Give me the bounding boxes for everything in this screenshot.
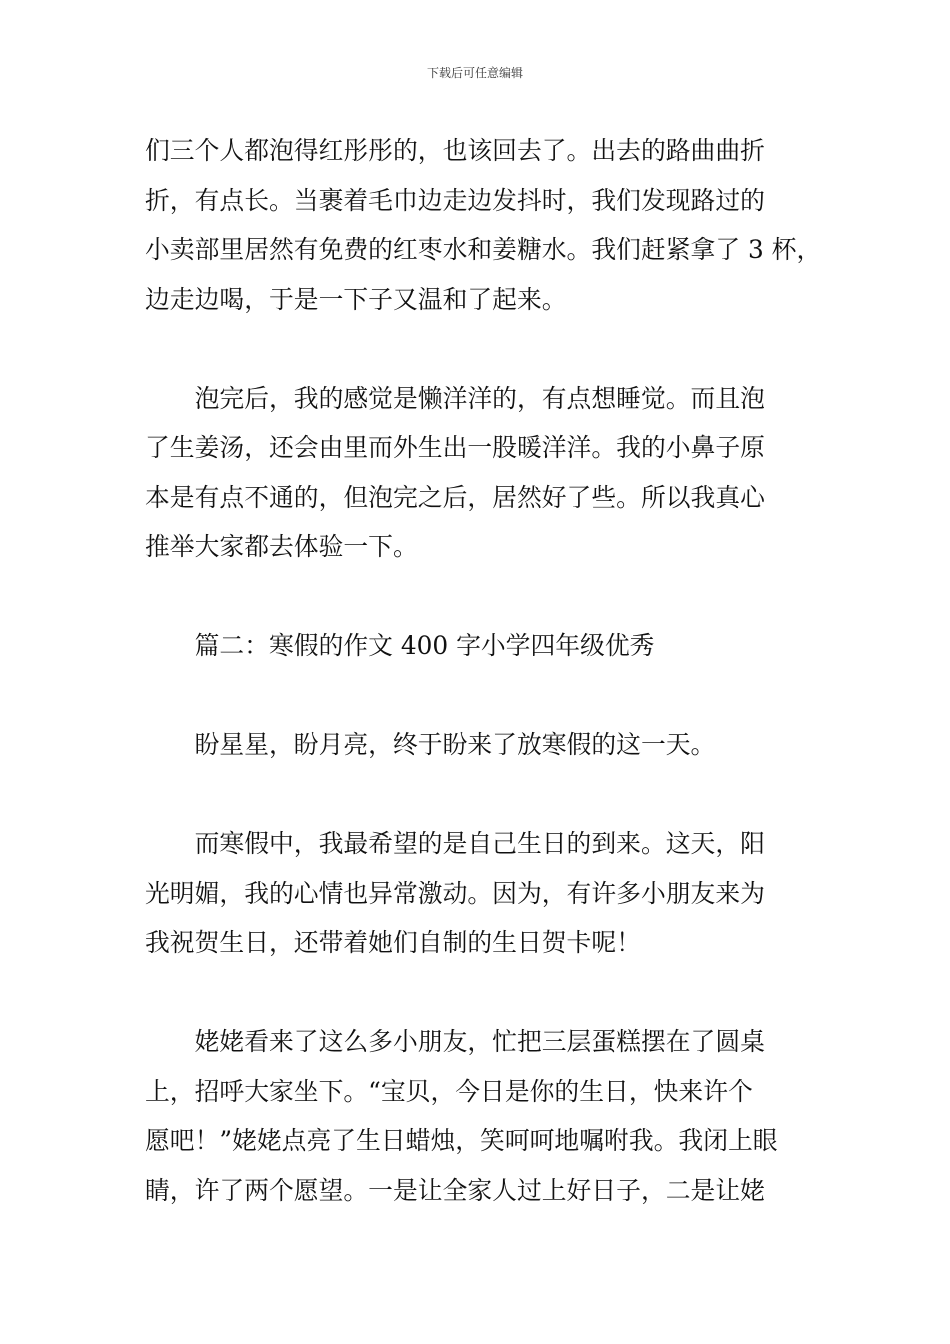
text-line: 愿吧！”姥姥点亮了生日蜡烛，笑呵呵地嘱咐我。我闭上眼 xyxy=(145,1126,778,1155)
page-header: 下载后可任意编辑 xyxy=(426,66,523,80)
paragraph-spacer xyxy=(145,572,810,622)
text-line: 而寒假中，我最希望的是自己生日的到来。这天，阳 xyxy=(145,829,765,858)
text-line: 了生姜汤，还会由里而外生出一股暖洋洋。我的小鼻子原 xyxy=(145,433,765,462)
text-line: 边走边喝，于是一下子又温和了起来。 xyxy=(145,284,567,314)
text-line: 泡完后，我的感觉是懒洋洋的，有点想睡觉。而且泡 xyxy=(145,383,765,413)
text-line: 盼星星，盼月亮，终于盼来了放寒假的这一天。 xyxy=(145,730,716,759)
text-line: 小卖部里居然有免费的红枣水和姜糖水。我们赶紧拿了 3 杯， xyxy=(145,235,822,264)
text-line: 我祝贺生日，还带着她们自制的生日贺卡呢！ xyxy=(145,928,641,957)
paragraph-5 xyxy=(145,1017,810,1215)
document-body xyxy=(145,126,822,1215)
text-line: 推举大家都去体验一下。 xyxy=(145,532,418,561)
text-line: 上，招呼大家坐下。“宝贝，今日是你的生日，快来许个 xyxy=(145,1076,753,1106)
paragraph-spacer xyxy=(145,770,810,820)
paragraph-spacer xyxy=(145,968,810,1018)
paragraph-spacer xyxy=(145,324,810,374)
paragraph-3 xyxy=(145,720,810,770)
text-line: 们三个人都泡得红彤彤的，也该回去了。出去的路曲曲折 xyxy=(145,136,765,165)
text-line: 姥姥看来了这么多小朋友，忙把三层蛋糕摆在了圆桌 xyxy=(145,1027,765,1056)
text-line: 光明媚，我的心情也异常激动。因为，有许多小朋友来为 xyxy=(145,878,765,908)
paragraph-4 xyxy=(145,819,810,968)
text-line: 本是有点不通的，但泡完之后，居然好了些。所以我真心 xyxy=(145,482,765,512)
paragraph-2 xyxy=(145,374,810,572)
heading-line: 篇二：寒假的作文 400 字小学四年级优秀 xyxy=(145,631,655,660)
text-line: 折，有点长。当裹着毛巾边走边发抖时，我们发现路过的 xyxy=(145,185,765,215)
section-heading xyxy=(145,621,810,671)
paragraph-spacer xyxy=(145,671,810,721)
text-line: 睛，许了两个愿望。一是让全家人过上好日子，二是让姥 xyxy=(145,1175,765,1205)
paragraph-1 xyxy=(145,126,822,324)
